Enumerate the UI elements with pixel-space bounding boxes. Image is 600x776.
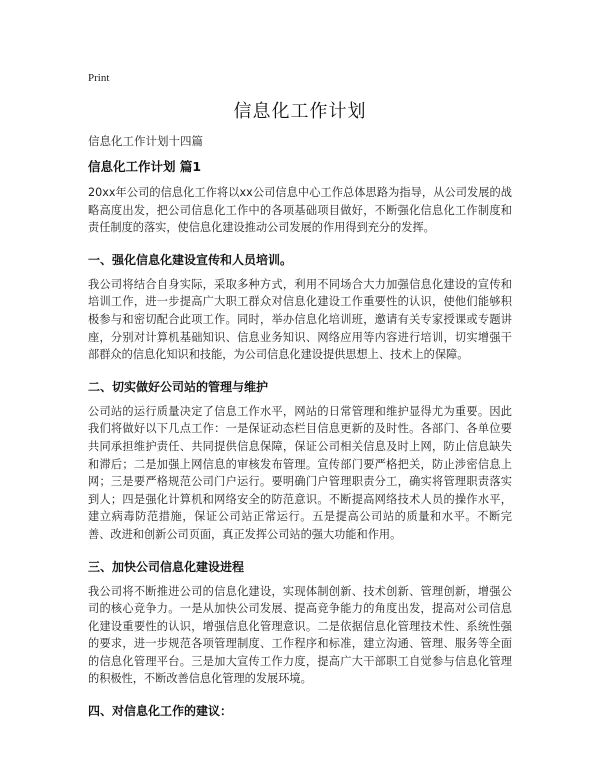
article-heading: 信息化工作计划 篇1 [88,159,202,174]
section-3 [88,558,512,689]
section-1 [88,251,512,364]
page-title: 信息化工作计划 [233,101,367,122]
section-heading: 三、加快公司信息化建设进程 [88,559,245,574]
section-paragraph: 公司站的运行质量决定了信息工作水平，网站的日常管理和维护显得尤为重要。因此我们将做好以下几点工作：一是保证动态栏目信息更新的及时性。各部门、各单位要共同承担维护责任、共同提供信息保障，保证公司相关信息及时上网，防止信息缺失和滞后；二是加强上网信息的审核发布管理。宣传部门要严格把关，防止涉密信息上网；三是要严格规范公司门户运行。要明确门户管理职责分工，确实将管理职责落实到人；四是强化计算机和网络安全的防范意识。不断提高网络技术人员的操作水平，建立病毒防范措施，保证公司站正常运行。五是提高公司站的质量和水平。不断完善、改进和创新公司页面，真正发挥公司站的强大功能和作用。 [88,404,512,541]
section-4 [88,702,512,719]
article-body [88,157,512,727]
section-heading: 二、切实做好公司站的管理与维护 [88,379,269,394]
document-subtitle: 信息化工作计划十四篇 [88,134,203,148]
section-2 [88,378,512,544]
section-paragraph: 我公司将不断推进公司的信息化建设，实现体制创新、技术创新、管理创新，增强公司的核心竞争力。一是从加快公司发展、提高竞争能力的角度出发，提高对公司信息化建设重要性的认识，增强信息化管理意识。二是依据信息化管理技术性、系统性强的要求，进一步规范各项管理制度、工作程序和标准，建立沟通、管理、服务等全面的信息化管理平台。三是加大宣传工作力度，提高广大干部职工自觉参与信息化管理的积极性，不断改善信息化管理的发展环境。 [88,584,512,686]
intro-paragraph: 20xx年公司的信息化工作将以xx公司信息中心工作总体思路为指导，从公司发展的战略高度出发，把公司信息化工作中的各项基础项目做好，不断强化信息化工作制度和责任制度的落实，使信息化建设推动公司发展的作用得到充分的发挥。 [88,186,512,235]
section-paragraph: 我公司将结合自身实际，采取多种方式，利用不同场合大力加强信息化建设的宣传和培训工作，进一步提高广大职工群众对信息化建设工作重要性的认识，使他们能够积极参与和密切配合此项工作。同时，举办信息化培训班，邀请有关专家授课或专题讲座，分别对计算机基础知识、信息业务知识、网络应用等内容进行培训，切实增强干部群众的信息化知识和技能，为公司信息化建设提供思想上、技术上的保障。 [88,277,512,362]
section-heading: 一、强化信息化建设宣传和人员培训。 [88,252,293,267]
section-heading: 四、对信息化工作的建议： [88,704,233,719]
print-label: Print [88,72,110,84]
